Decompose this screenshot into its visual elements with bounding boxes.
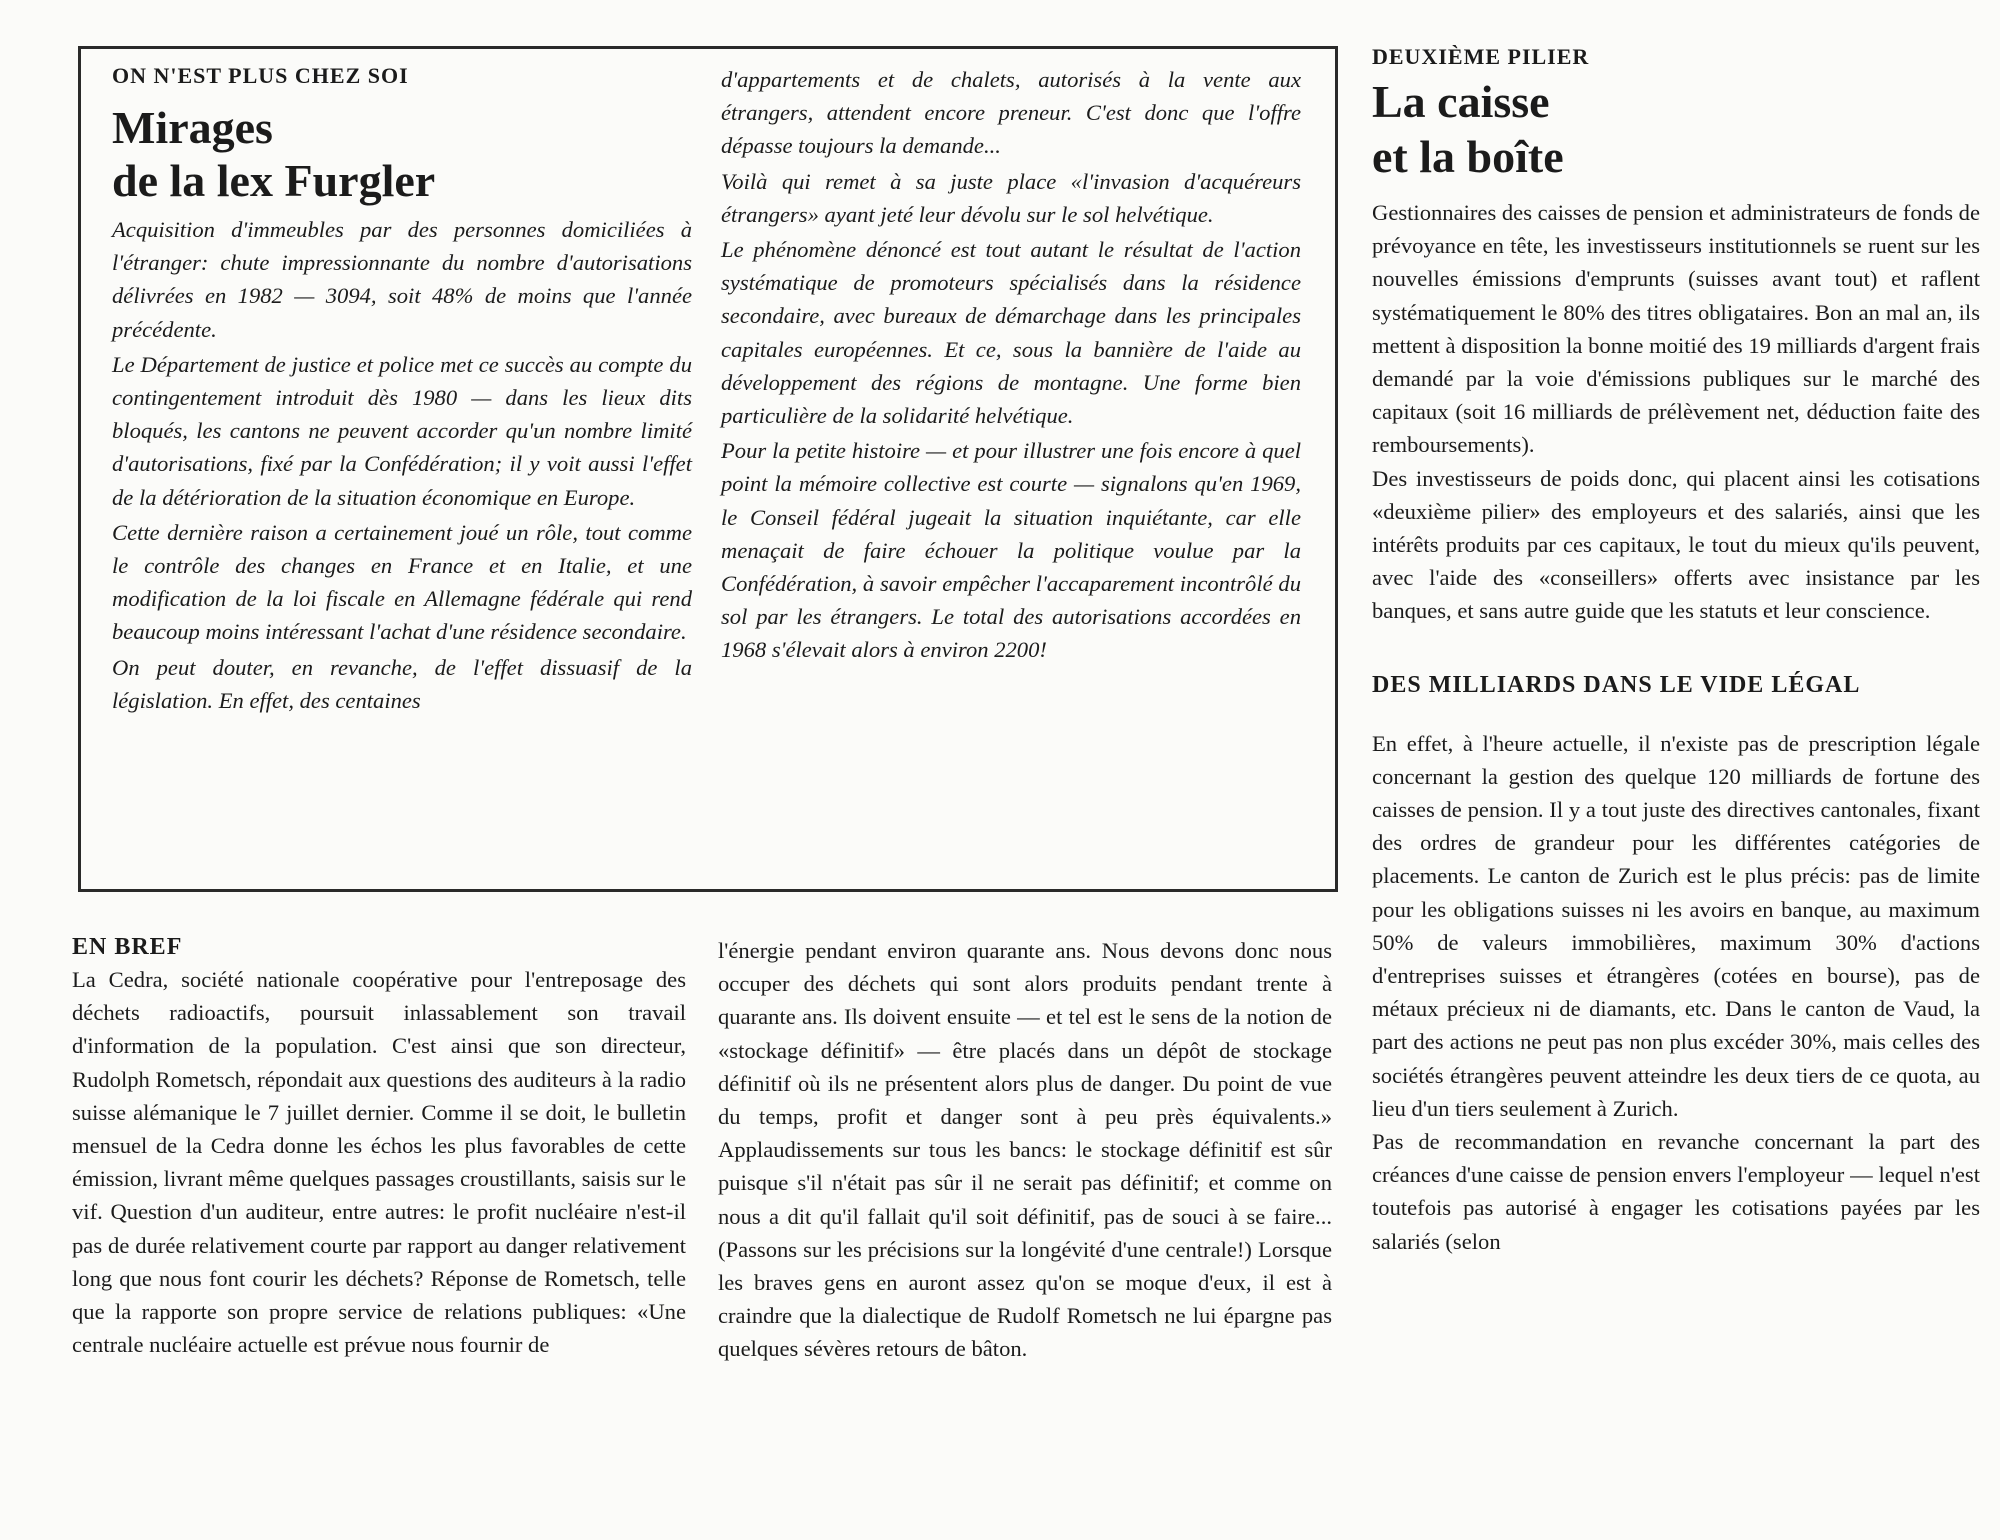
- pilier-kicker: DEUXIÈME PILIER: [1372, 44, 1590, 69]
- pilier-section-heading: DES MILLIARDS DANS LE VIDE LÉGAL: [1372, 671, 1861, 698]
- pilier-paragraph: Des investisseurs de poids donc, qui placent ainsi les cotisations «deuxième pilier» des employeurs et des salariés, ainsi que les intérêts produits par ces capitaux, le tout du mieux qu'ils peuvent, avec l'aide des «conseillers» offerts avec insistance par les banques, et sans autre guide que les statuts et leur conscience.: [1372, 465, 1980, 624]
- boxed-article-title: [112, 101, 692, 207]
- pilier-title-line2: et la boîte: [1372, 131, 1564, 182]
- pilier-title: [1372, 74, 1980, 184]
- en-bref-text-left: La Cedra, société nationale coopérative pour l'entreposage des déchets radioactifs, poursuit inlassablement son travail d'information de la population. C'est ainsi que son directeur, Rudolph Rometsch, répondait aux questions des auditeurs à la radio suisse alémanique le 7 juillet dernier. Comme il se doit, le bulletin mensuel de la Cedra donne les échos les plus favorables de cette émission, livrant même quelques passages croustillants, saisis sur le vif. Question d'un auditeur, entre autres: le profit nucléaire n'est-il pas de durée relativement courte par rapport au danger relativement long que nous font courir les déchets? Réponse de Rometsch, telle que la rapporte son propre service de relations publiques: «Une centrale nucléaire actuelle est prévue nous fournir de: [72, 967, 686, 1358]
- boxed-article-right-column: [721, 63, 1301, 667]
- boxed-paragraph: Acquisition d'immeubles par des personnes domiciliées à l'étranger: chute impressionnante du nombre d'autorisations délivrées en 1982 — 3094, soit 48% de moins que l'année précédente.: [112, 217, 692, 342]
- en-bref-left-column: [72, 934, 686, 1361]
- boxed-article: [78, 46, 1338, 892]
- boxed-paragraph: Le Département de justice et police met ce succès au compte du contingentement introduit dès 1980 — dans les lieux dits bloqués, les cantons ne peuvent accorder qu'un nombre limité d'autorisations, fixé par la Confédération; il y voit aussi l'effet de la détérioration de la situation économique en Europe.: [112, 351, 692, 510]
- en-bref-heading: EN BREF: [72, 934, 183, 960]
- pilier-title-line1: La caisse: [1372, 76, 1550, 127]
- pilier-column: [1372, 44, 1980, 1258]
- pilier-section-paragraph: Pas de recommandation en revanche concernant la part des créances d'une caisse de pension envers l'employeur — lequel n'est toutefois pas autorisé à engager les cotisations payées par les salariés (selon: [1372, 1129, 1980, 1254]
- boxed-paragraph: On peut douter, en revanche, de l'effet dissuasif de la législation. En effet, des centaines: [112, 654, 692, 713]
- pilier-paragraph: Gestionnaires des caisses de pension et administrateurs de fonds de prévoyance en tête, les investisseurs institutionnels se ruent sur les nouvelles émissions d'emprunts (suisses avant tout) et raflent systématiquement le 80% des titres obligataires. Bon an mal an, ils mettent à disposition la bonne moitié des 19 milliards d'argent frais demandé par la voie d'émissions publiques sur le marché des capitaux (soit 16 milliards de prélèvement net, déduction faite des remboursements).: [1372, 200, 1980, 458]
- boxed-article-title-line1: Mirages: [112, 102, 273, 153]
- boxed-article-left-column: [112, 63, 692, 717]
- boxed-article-kicker: ON N'EST PLUS CHEZ SOI: [112, 63, 409, 88]
- boxed-paragraph: Cette dernière raison a certainement joué un rôle, tout comme le contrôle des changes en France et en Italie, et une modification de la loi fiscale en Allemagne fédérale qui rend beaucoup moins intéressant l'achat d'une résidence secondaire.: [112, 519, 692, 645]
- boxed-paragraph: Le phénomène dénoncé est tout autant le résultat de l'action systématique de promoteurs spécialisés dans la résidence secondaire, avec bureaux de démarchage dans les principales capitales européennes. Et ce, sous la bannière de l'aide au développement des régions de montagne. Une forme bien particulière de la solidarité helvétique.: [721, 237, 1301, 429]
- boxed-paragraph: Voilà qui remet à sa juste place «l'invasion d'acquéreurs étrangers» ayant jeté leur dévolu sur le sol helvétique.: [721, 168, 1301, 227]
- pilier-section-paragraph: En effet, à l'heure actuelle, il n'existe pas de prescription légale concernant la gestion des quelque 120 milliards de fortune des caisses de pension. Il y a tout juste des directives cantonales, fixant des ordres de grandeur pour les différentes catégories de placements. Le canton de Zurich est le plus précis: pas de limite pour les obligations suisses ni les avoirs en banque, au maximum 50% de valeurs immobilières, maximum 30% d'actions d'entreprises suisses et étrangères (cotées en bourse), pas de métaux précieux ni de diamants, etc. Dans le canton de Vaud, la part des actions ne peut pas non plus excéder 30%, mais celles des sociétés étrangères peuvent atteindre les deux tiers de ce quota, au lieu d'un tiers seulement à Zurich.: [1372, 730, 1980, 1121]
- en-bref-right-column: [718, 934, 1332, 1366]
- boxed-paragraph: d'appartements et de chalets, autorisés à la vente aux étrangers, attendent encore preneur. C'est donc que l'offre dépasse toujours la demande...: [721, 67, 1301, 159]
- boxed-paragraph: Pour la petite histoire — et pour illustrer une fois encore à quel point la mémoire collective est courte — signalons qu'en 1969, le Conseil fédéral jugeait la situation inquiétante, car elle menaçait de faire échouer la politique voulue par la Confédération, à savoir empêcher l'accaparement incontrôlé du sol par les étrangers. Le total des autorisations accordées en 1968 s'élevait alors à environ 2200!: [721, 438, 1301, 663]
- boxed-article-title-line2: de la lex Furgler: [112, 155, 436, 206]
- en-bref-text-right: l'énergie pendant environ quarante ans. Nous devons donc nous occuper des déchets qui sont alors produits pendant trente à quarante ans. Ils doivent ensuite — et tel est le sens de la notion de «stockage définitif» — être placés dans un dépôt de stockage définitif où ils ne présentent alors plus de danger. Du point de vue du temps, profit et danger sont à peu près équivalents.» Applaudissements sur tous les bancs: le stockage définitif est sûr puisque s'il n'était pas sûr il ne serait pas définitif; et comme on nous a dit qu'il fallait qu'il soit définitif, pas de souci à se faire... (Passons sur les précisions sur la longévité d'une centrale!) Lorsque les braves gens en auront assez qu'on se moque d'eux, il est à craindre que la dialectique de Rudolf Rometsch ne lui épargne pas quelques sévères retours de bâton.: [718, 938, 1332, 1362]
